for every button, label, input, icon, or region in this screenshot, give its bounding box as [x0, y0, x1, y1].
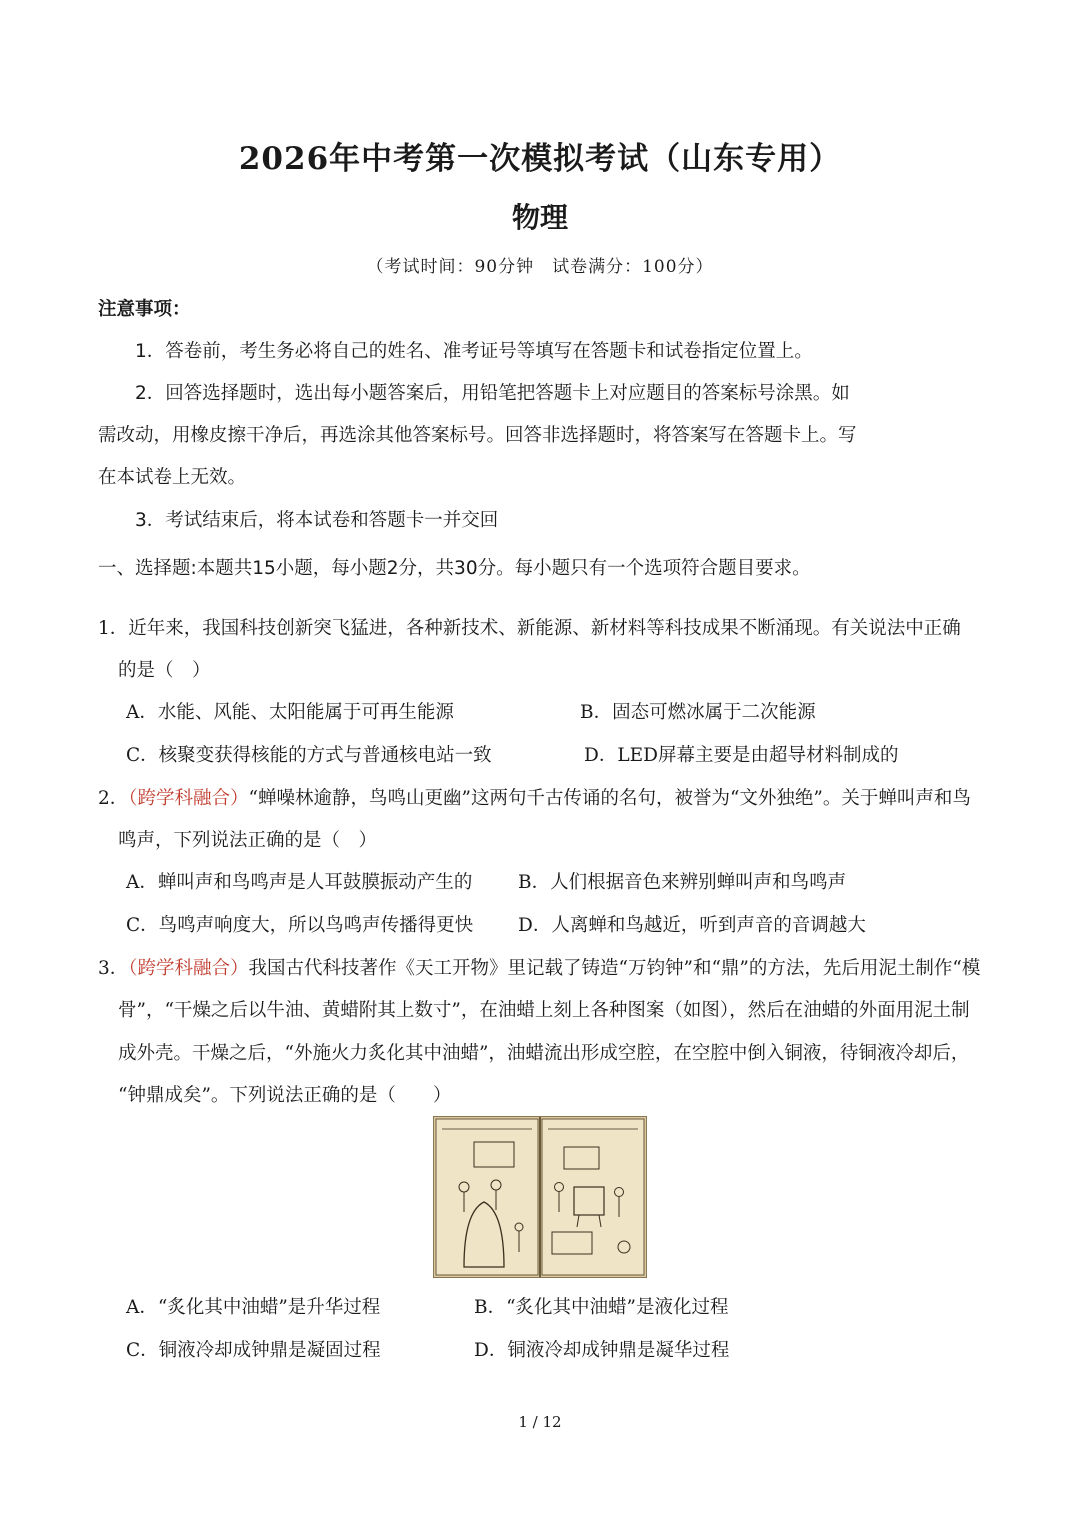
- q1-option-d: D．LED屏幕主要是由超导材料制成的: [584, 745, 899, 766]
- q3-option-b: B．“炙化其中油蜡”是液化过程: [474, 1297, 729, 1318]
- tiangong-kaiwu-illustration: [433, 1116, 647, 1278]
- q2-option-d: D．人离蝉和鸟越近，听到声音的音调越大: [518, 915, 866, 936]
- q3-stem-line-3: 成外壳。干燥之后，“外施火力炙化其中油蜡”，油蜡流出形成空腔，在空腔中倒入铜液，待铜液冷却后，: [118, 1043, 970, 1064]
- exam-title: 2026年中考第一次模拟考试（山东专用）: [238, 141, 842, 177]
- notice-item-2-line-2: 需改动，用橡皮擦干净后，再选涂其他答案标号。回答非选择题时，将答案写在答题卡上。写: [98, 425, 857, 446]
- q1-stem-line-2: 的是（ ）: [118, 660, 211, 681]
- book-illustration-icon: [434, 1117, 646, 1277]
- q3-stem-line-2: 骨”，“干燥之后以牛油、黄蜡附其上数寸”，在油蜡上刻上各种图案（如图），然后在油蜡的外面用泥土制: [118, 1000, 970, 1021]
- q2-option-b: B．人们根据音色来辨别蝉叫声和鸟鸣声: [518, 872, 847, 893]
- subject-title: 物理: [511, 201, 568, 234]
- q3-stem-line-1: [98, 954, 980, 980]
- notice-item-2-line-3: 在本试卷上无效。: [98, 467, 247, 488]
- q2-option-a: A．蝉叫声和鸟鸣声是人耳鼓膜振动产生的: [126, 872, 473, 893]
- notice-heading: 注意事项：: [98, 299, 191, 320]
- q3-tag: （跨学科融合）: [128, 958, 249, 979]
- section-1-heading: 一、选择题:本题共15小题，每小题2分，共30分。每小题只有一个选项符合题目要求。: [98, 558, 811, 579]
- q2-number: 2．: [98, 788, 129, 809]
- q3-option-d: D．铜液冷却成钟鼎是凝华过程: [474, 1340, 730, 1361]
- notice-item-1: 1．答卷前，考生务必将自己的姓名、准考证号等填写在答题卡和试卷指定位置上。: [135, 341, 813, 362]
- q2-stem-line-2: 鸣声，下列说法正确的是（ ）: [118, 830, 378, 851]
- q1-option-b: B．固态可燃冰属于二次能源: [580, 702, 816, 723]
- exam-info: （考试时间：90分钟 试卷满分：100分）: [366, 257, 714, 277]
- page-number: 1 / 12: [518, 1413, 562, 1431]
- q2-option-c: C．鸟鸣声响度大，所以鸟鸣声传播得更快: [126, 915, 474, 936]
- q1-stem-line-1: 1．近年来，我国科技创新突飞猛进，各种新技术、新能源、新材料等科技成果不断涌现。有关说法中正确: [98, 618, 961, 639]
- notice-item-3: 3．考试结束后，将本试卷和答题卡一并交回: [135, 510, 499, 531]
- notice-item-2-line-1: 2．回答选择题时，选出每小题答案后，用铅笔把答题卡上对应题目的答案标号涂黑。如: [135, 383, 850, 404]
- q1-option-c: C．核聚变获得核能的方式与普通核电站一致: [126, 745, 492, 766]
- q2-stem-text: “蝉噪林逾静，鸟鸣山更幽”这两句千古传诵的名句，被誉为“文外独绝”。关于蝉叫声和鸟: [248, 788, 971, 809]
- q2-stem-line-1: [98, 784, 971, 810]
- q3-stem-line-4: “钟鼎成矣”。下列说法正确的是（ ）: [118, 1085, 452, 1106]
- q3-number: 3．: [98, 958, 129, 979]
- q1-option-a: A．水能、风能、太阳能属于可再生能源: [126, 702, 454, 723]
- q2-tag: （跨学科融合）: [128, 788, 249, 809]
- q3-stem-text: 我国古代科技著作《天工开物》里记载了铸造“万钧钟”和“鼎”的方法，先后用泥土制作“模: [248, 958, 981, 979]
- q3-option-c: C．铜液冷却成钟鼎是凝固过程: [126, 1340, 381, 1361]
- q3-option-a: A．“炙化其中油蜡”是升华过程: [126, 1297, 381, 1318]
